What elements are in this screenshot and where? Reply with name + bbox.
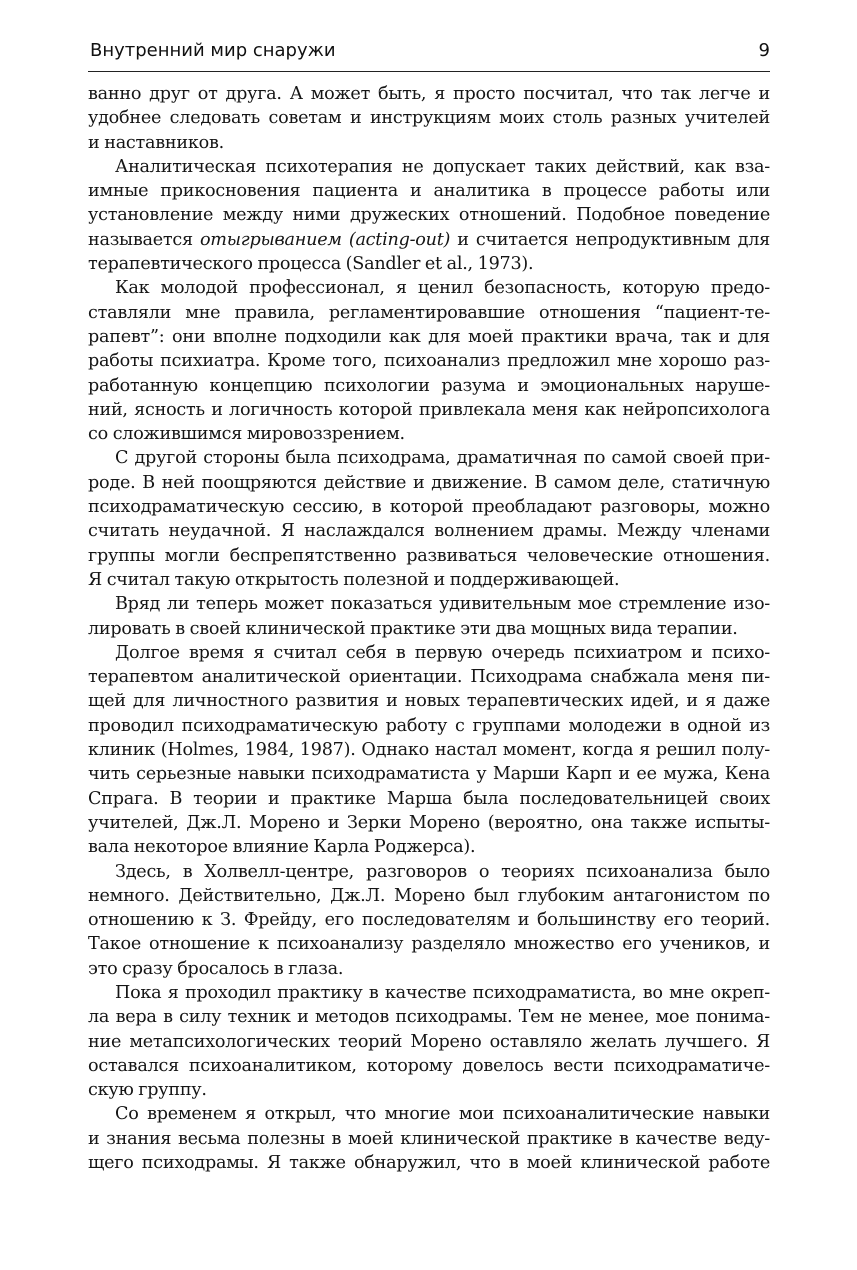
page-number: 9	[758, 40, 770, 61]
paragraph-line: Такое отношение к психоанализу разделяло множество его учеников, и	[88, 934, 770, 955]
paragraph-line: со сложившимся мировоззрением.	[88, 424, 405, 445]
paragraph-line: это сразу бросалось в глаза.	[88, 958, 344, 979]
running-head	[88, 38, 770, 68]
paragraph-line: клиник (Holmes, 1984, 1987). Однако настал момент, когда я решил полу-	[88, 740, 770, 761]
paragraph-line: Вряд ли теперь может показаться удивительным мое стремление изо-	[115, 594, 770, 615]
paragraph-line: психодраматическую сессию, в которой преобладают разговоры, можно	[88, 497, 770, 518]
paragraph-line	[88, 228, 770, 252]
paragraph-line: С другой стороны была психодрама, драматичная по самой своей при-	[115, 448, 770, 469]
paragraph-line: отношению к З. Фрейду, его последователям и большинству его теорий.	[88, 910, 770, 931]
paragraph-line: терапевтического процесса (Sandler et al., 1973).	[88, 254, 534, 275]
paragraph-line: учителей, Дж.Л. Морено и Зерки Морено (вероятно, она также испыты-	[88, 812, 770, 833]
header-rule	[88, 71, 770, 72]
paragraph-line: ванно друг от друга. А может быть, я просто посчитал, что так легче и	[88, 84, 770, 104]
paragraph-line: Здесь, в Холвелл-центре, разговоров о теориях психоанализа было	[115, 861, 770, 882]
paragraph-line: ний, ясность и логичность которой привлекала меня как нейропсихолога	[88, 399, 770, 420]
paragraph-line: Как молодой профессионал, я ценил безопасность, которую предо-	[115, 278, 770, 299]
paragraph-line: считать неудачной. Я наслаждался волнением драмы. Между членами	[88, 521, 770, 542]
paragraph-line: группы могли беспрепятственно развиваться человеческие отношения.	[88, 545, 770, 566]
paragraph-line: оставался психоаналитиком, которому довелось вести психодраматиче-	[88, 1055, 770, 1076]
paragraph-line: Спрага. В теории и практике Марша была последовательницей своих	[88, 788, 770, 809]
italic-term: отыгрыванием (acting-out)	[199, 229, 451, 250]
paragraph-line: скую группу.	[88, 1080, 207, 1101]
paragraph-line: и наставников.	[88, 132, 224, 153]
paragraph-line: работанную концепцию психологии разума и эмоциональных наруше-	[88, 375, 770, 396]
paragraph-line: терапевтом аналитической ориентации. Психодрама снабжала меня пи-	[88, 667, 770, 688]
text-run: называется	[88, 229, 200, 250]
paragraph-line: рапевт”: они вполне подходили как для моей практики врача, так и для	[88, 326, 770, 347]
paragraph-line: удобнее следовать советам и инструкциям моих столь разных учителей	[88, 108, 770, 129]
paragraph-line: чить серьезные навыки психодраматиста у Марши Карп и ее мужа, Кена	[88, 764, 770, 785]
paragraph-line: имные прикосновения пациента и аналитика в процессе работы или	[88, 181, 770, 202]
paragraph-line: немного. Действительно, Дж.Л. Морено был глубоким антагонистом по	[88, 885, 770, 906]
paragraph-line: роде. В ней поощряются действие и движение. В самом деле, статичную	[88, 472, 770, 493]
paragraph-line: установление между ними дружеских отношений. Подобное поведение	[88, 205, 770, 226]
paragraph-line: ние метапсихологических теорий Морено оставляло желать лучшего. Я	[88, 1031, 770, 1052]
paragraph-line: ставляли мне правила, регламентировавшие отношения “пациент-те-	[88, 302, 770, 323]
paragraph-line: лировать в своей клинической практике эти два мощных вида терапии.	[88, 618, 738, 639]
body-text	[88, 82, 770, 1175]
running-title: Внутренний мир снаружи	[90, 40, 336, 61]
paragraph-line: Аналитическая психотерапия не допускает таких действий, как вза-	[115, 156, 770, 177]
paragraph-line: Я считал такую открытость полезной и поддерживающей.	[88, 569, 620, 590]
paragraph-line: вала некоторое влияние Карла Роджерса).	[88, 837, 476, 858]
paragraph-line: проводил психодраматическую работу с группами молодежи в одной из	[88, 715, 770, 736]
paragraph-line: Пока я проходил практику в качестве психодраматиста, во мне окреп-	[115, 982, 770, 1003]
paragraph-line: щего психодрамы. Я также обнаружил, что в моей клинической работе	[88, 1153, 770, 1174]
paragraph-line: Со временем я открыл, что многие мои психоаналитические навыки	[115, 1104, 770, 1125]
paragraph-line: ла вера в силу техник и методов психодрамы. Тем не менее, мое понима-	[88, 1007, 770, 1028]
paragraph-line: работы психиатра. Кроме того, психоанализ предложил мне хорошо раз-	[88, 351, 770, 372]
paragraph-line: и знания весьма полезны в моей клинической практике в качестве веду-	[88, 1128, 770, 1149]
paragraph-line: щей для личностного развития и новых терапевтических идей, и я даже	[88, 691, 770, 712]
paragraph-line: Долгое время я считал себя в первую очередь психиатром и психо-	[115, 642, 770, 663]
text-run: и считается непродуктивным для	[450, 229, 770, 250]
